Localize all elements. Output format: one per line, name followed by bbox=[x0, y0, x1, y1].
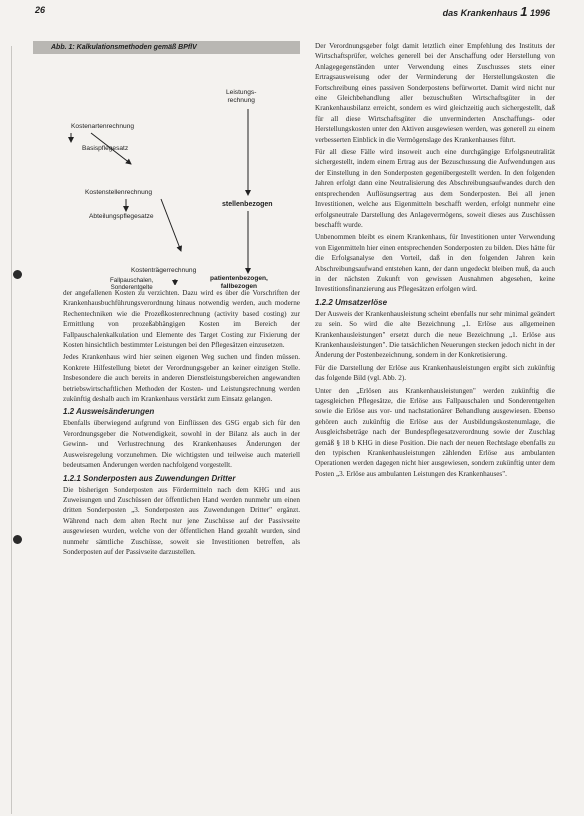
section-heading: 1.2 Ausweisänderungen bbox=[63, 407, 155, 417]
paragraph: Für die Darstellung der Erlöse aus Krankenhausleistungen ergibt sich zukünftig das folgende Bild (vgl. Abb. 2). bbox=[315, 363, 555, 383]
label-leistungsrechnung-text: Leistungs- rechnung bbox=[226, 89, 257, 104]
arrow-kostentraeger bbox=[161, 199, 181, 251]
paragraph: Der Verordnungsgeber folgt damit letztlich einer Empfehlung des Instituts der Wirtschaftsprüfer, welches generell bei der Anschaffung oder Herstellung von Anlagegegenständen unter Verwendung eines Zuschusses stets einer Ertragsausweisung oder der Verminderung der Herstellungskosten die Fortschreibung eines passiven Sonderpostens befürwortet. Damit wird nicht nur eine Gleichbehandlung aller bezuschußten Wirtschaftsgüter in der Krankenhausbilanz erreicht, sondern es wird gleichzeitig auch sichergestellt, daß für all diese Wirtschaftsgüter die unverminderten Anschaffungs- oder Herstellungskosten unter den Aktiven ausgewiesen werden, was generell zu einem verbesserten Einblick in die Vermögenslage des Krankenhauses führt. bbox=[315, 42, 555, 144]
issue-number: 1 bbox=[520, 4, 528, 19]
label-kostenstellenrechnung: Kostenstellenrechnung bbox=[85, 189, 153, 196]
label-abteilungspflegesatze: Abteilungspflegesatze bbox=[89, 213, 154, 220]
journal-title: das Krankenhaus bbox=[442, 8, 518, 18]
label-basispflegesatz: Basispflegesatz bbox=[82, 145, 129, 152]
section-heading: 1.2.2 Umsatzerlöse bbox=[315, 297, 388, 307]
page-number: 26 bbox=[35, 5, 46, 15]
figure-diagram bbox=[33, 41, 300, 285]
label-patientenbezogen: patientenbezogen, fallbezogen bbox=[210, 275, 268, 290]
paragraph: Für all diese Fälle wird insoweit auch eine durchgängige Erfolgsneutralität sichergestellt, indem einem Ertrag aus der Bezuschussung die Aufwendungen aus der Einstellung in den Sonderposten gegenübergestellt werden. In den folgenden Jahren erfolgt dann eine Neutralisierung des Abschreibungsaufwandes durch den entsprechenden Auflösungsertrag aus dem Sonderposten. Bei all jenen Investitionen, welche aus Eigenmitteln beschafft werden, erfolgt nunmehr eine erfolgsneutrale Darstellung des Anlagevermögens, soweit dieses aus Zuschüssen beschafft wurde. bbox=[315, 148, 555, 229]
running-header bbox=[443, 4, 550, 19]
label-kostentraegerrechnung: Kostenträgerrechnung bbox=[131, 267, 197, 274]
section-heading: 1.2.1 Sonderposten aus Zuwendungen Dritter bbox=[63, 473, 236, 483]
figure bbox=[33, 41, 300, 291]
punch-hole-bottom bbox=[13, 535, 22, 544]
paragraph: Ebenfalls überwiegend aufgrund von Einflüssen des GSG ergab sich für den Verordnungsgeber die Notwendigkeit, sowohl in der Bilanz als auch in der Gewinn- und Verlustrechnung des Krankenhauses Änderungen der Ausweisregelung vorzunehmen. Die wichtigsten und teilweise auch materiell bedeutsamen Änderungen werden nachfolgend vorgestellt. bbox=[63, 419, 300, 470]
right-text-column bbox=[315, 41, 555, 806]
label-leistungsrechnung bbox=[226, 89, 256, 105]
paragraph: Der Ausweis der Krankenhausleistung scheint ebenfalls nur sehr minimal geändert zu sein. So wird die alte Bezeichnung „1. Erlöse aus allgemeinen Krankenhausleistungen" ersetzt durch die neue Bezeichnung „1. Erlöse aus Krankenhausleistungen". Die tatsächlichen Neuerungen stecken jedoch nicht in der Änderung der Postenbezeichnung, sondern in der Konkretisierung. bbox=[315, 309, 555, 360]
left-margin-line bbox=[11, 46, 12, 814]
figure-caption: Abb. 1: Kalkulationsmethoden gemäß BPflV bbox=[51, 44, 197, 51]
left-text-column bbox=[63, 288, 300, 808]
paragraph: Die bisherigen Sonderposten aus Fördermitteln nach dem KHG und aus Zuweisungen und Zuschüssen der öffentlichen Hand werden nunmehr um einen dritten Sonderposten „3. Sonderposten aus Zuwendungen Dritter" ergänzt. Während nach dem alten Recht nur jene Zuschüsse auf der Passivseite ausgewiesen wurden, welche von der öffentlichen Hand gezahlt wurden, sind nunmehr sämtliche Zuschüsse, soweit sie Investitionen betreffen, als Sonderposten auf der Passivseite darzustellen. bbox=[63, 485, 300, 556]
paragraph: Unter den „Erlösen aus Krankenhausleistungen" werden zukünftig die tagesgleichen Pflegesätze, die Erlöse aus Fallpauschalen und Sonderentgelten sowie die Erlöse aus vor- und nachstationärer Behandlung ausgewiesen. Ebenso gehören auch zukünftig die Erlöse aus der Ausbildungskostenumlage, die Ausgleichsbeträge nach der Bundespflegesatzverordnung sowie der Zuschlag gemäß § 18 b KHG in diese Position. Die nach der neuen Rechtslage ebenfalls zu den typischen Krankenhausleistungen zählenden Erlöse aus ambulanten Operationen werden dagegen nicht hier ausgewiesen, sondern zukünftig unter dem Posten „3. Erlöse aus ambulanten Leistungen des Krankenhauses". bbox=[315, 386, 555, 478]
label-kostenartenrechnung: Kostenartenrechnung bbox=[71, 123, 135, 130]
label-fallpauschalen: Fallpauschalen, Sonderentgelte bbox=[110, 277, 154, 291]
paragraph: Unbenommen bleibt es einem Krankenhaus, für Investitionen unter Verwendung von Eigenmitteln hier einen entsprechenden Sonderposten zu bilden. Dies hätte für die Erfolgsanalyse den Vorteil, daß in den folgenden Jahren kein Abschreibungsaufwand entstehen kann, der dann ungedeckt bleiben muß, da auch in der nächsten Zukunft von gewissen Ausnahmen abgesehen, keine Investitionsfinanzierung aus Pflegesätzen erfolgen wird. bbox=[315, 233, 555, 294]
year: 1996 bbox=[529, 8, 550, 18]
paragraph: der angefallenen Kosten zu verzichten. Dazu wird es über die Vorschriften der Krankenhausbuchführungsverordnung hinaus notwendig werden, auch moderne Rechentechniken wie die Prozeßkostenrechnung (activity based costing) zur Ermittlung von prozeßabhängigen Kosten im Bereich der Fallpauschalenkalkulation und Elemente des Target Costing zur Fixierung der Kosten hinsichtlich bestimmter Leistungen bei den Pflegesätzen einzusetzen. bbox=[63, 289, 300, 350]
paragraph: Jedes Krankenhaus wird hier seinen eigenen Weg suchen und finden müssen. Konkrete Hilfestellung bietet der Verordnungsgeber an keiner einzigen Stelle. Insbesondere die auch bereits in anderen Dienstleistungsbereichen angewandten betriebswirtschaftlichen Methoden der Kosten- und Leistungsrechnung werden zukünftig deshalb auch im Krankenhaus verstärkt zum Einsatz gelangen. bbox=[63, 353, 300, 404]
punch-hole-top bbox=[13, 270, 22, 279]
label-stellenbezogen: stellenbezogen bbox=[222, 201, 273, 208]
